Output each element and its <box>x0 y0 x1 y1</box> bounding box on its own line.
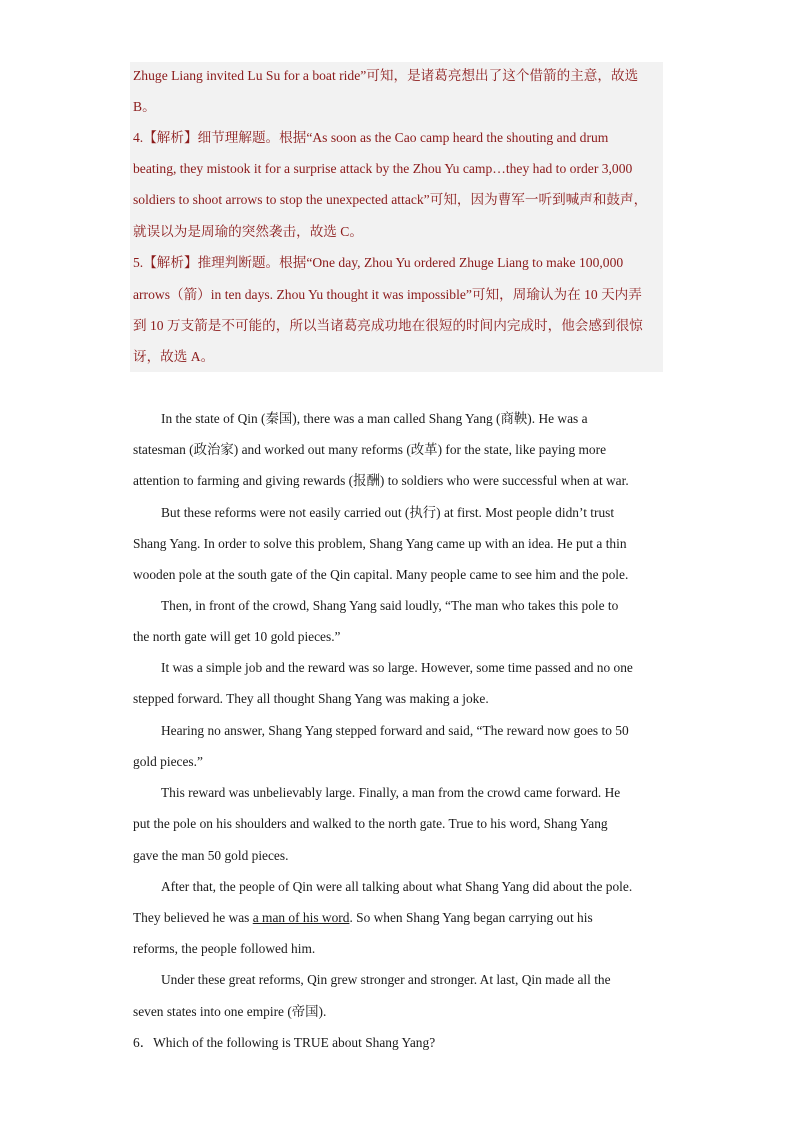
passage-line: put the pole on his shoulders and walked to the north gate. True to his word, Shang Yang <box>133 816 608 831</box>
answer-line: soldiers to shoot arrows to stop the unexpected attack”可知，因为曹军一听到喊声和鼓声， <box>133 192 648 207</box>
answer-line: beating, they mistook it for a surprise attack by the Zhou Yu camp…they had to order 3,000 <box>133 161 633 176</box>
passage-line: seven states into one empire (帝国). <box>133 1004 327 1019</box>
passage-text: . So when Shang Yang began carrying out his <box>349 910 593 925</box>
passage-line: statesman (政治家) and worked out many reforms (改革) for the state, like paying more <box>133 442 607 457</box>
passage-line: Hearing no answer, Shang Yang stepped forward and said, “The reward now goes to 50 <box>161 723 629 738</box>
passage-line: It was a simple job and the reward was so large. However, some time passed and no one <box>161 660 633 675</box>
answer-line: B。 <box>133 99 156 114</box>
passage-line: reforms, the people followed him. <box>133 941 316 956</box>
answer-line: 4.【解析】细节理解题。根据“As soon as the Cao camp heard the shouting and drum <box>133 130 609 145</box>
answer-line: arrows（箭）in ten days. Zhou Yu thought it was impossible”可知，周瑜认为在 10 天内弄 <box>133 287 642 302</box>
passage-line: gold pieces.” <box>133 754 203 769</box>
passage-line <box>133 909 593 927</box>
passage-line: gave the man 50 gold pieces. <box>133 848 289 863</box>
passage-line: After that, the people of Qin were all talking about what Shang Yang did about the pole. <box>161 879 633 894</box>
passage-line: Shang Yang. In order to solve this problem, Shang Yang came up with an idea. He put a thin <box>133 536 627 551</box>
question-6: 6．Which of the following is TRUE about Shang Yang? <box>133 1035 436 1050</box>
passage-line: But these reforms were not easily carried out (执行) at first. Most people didn’t trust <box>161 505 615 520</box>
passage-line: Under these great reforms, Qin grew stronger and stronger. At last, Qin made all the <box>161 972 611 987</box>
passage-text: They believed he was <box>133 910 253 925</box>
answer-line: 讶，故选 A。 <box>133 349 215 364</box>
passage-line: Then, in front of the crowd, Shang Yang said loudly, “The man who takes this pole to <box>161 598 619 613</box>
answer-line: 就误以为是周瑜的突然袭击，故选 C。 <box>133 224 363 239</box>
passage-line: This reward was unbelievably large. Finally, a man from the crowd came forward. He <box>161 785 621 800</box>
answer-line: 到 10 万支箭是不可能的，所以当诸葛亮成功地在很短的时间内完成时，他会感到很惊 <box>133 318 643 333</box>
passage-line: the north gate will get 10 gold pieces.” <box>133 629 341 644</box>
passage-line: wooden pole at the south gate of the Qin capital. Many people came to see him and the pole. <box>133 567 629 582</box>
passage-line: In the state of Qin (秦国), there was a man called Shang Yang (商鞅). He was a <box>161 411 588 426</box>
answer-line: 5.【解析】推理判断题。根据“One day, Zhou Yu ordered Zhuge Liang to make 100,000 <box>133 255 624 270</box>
answer-line: Zhuge Liang invited Lu Su for a boat ride”可知，是诸葛亮想出了这个借箭的主意，故选 <box>133 68 639 83</box>
passage-line: attention to farming and giving rewards (报酬) to soldiers who were successful when at war. <box>133 473 629 488</box>
underlined-phrase: a man of his word <box>252 910 350 925</box>
passage-line: stepped forward. They all thought Shang Yang was making a joke. <box>133 691 489 706</box>
